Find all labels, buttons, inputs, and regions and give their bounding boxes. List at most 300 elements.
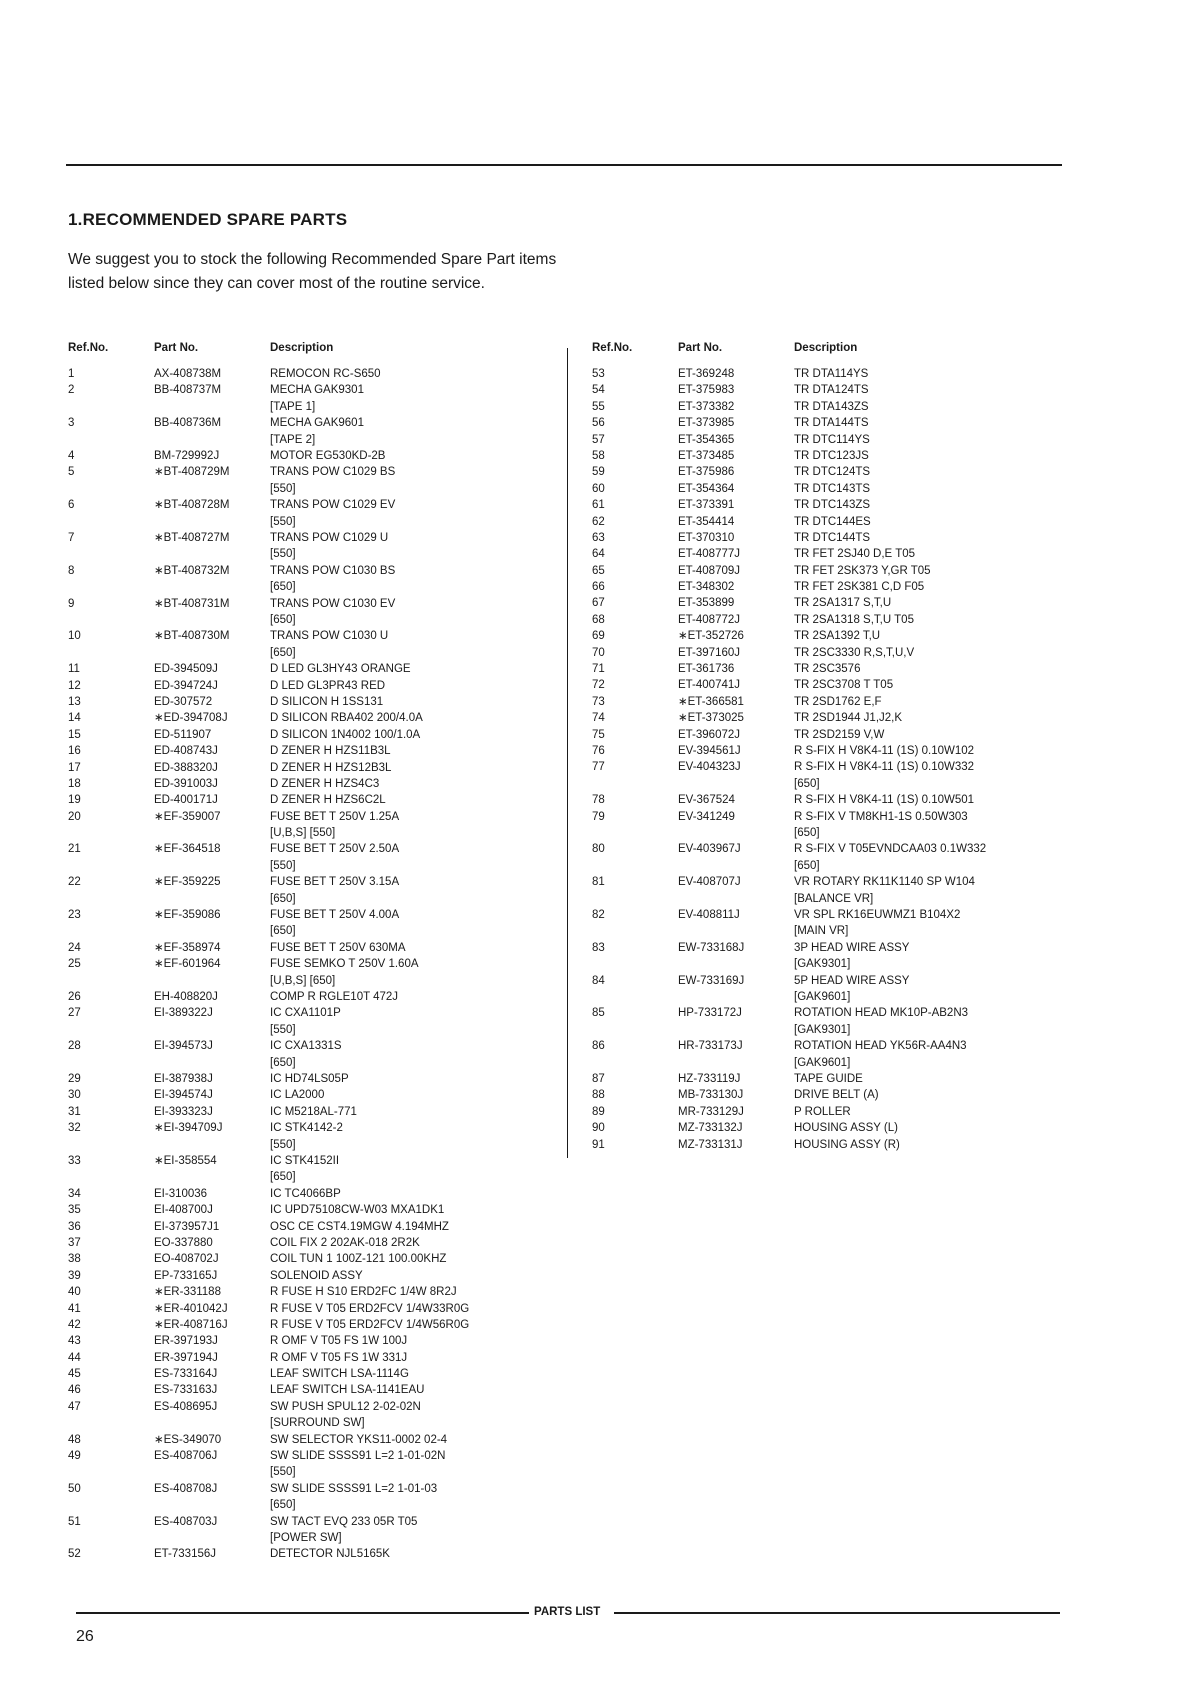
description-line: HOUSING ASSY (R): [794, 1138, 900, 1151]
table-row: [68, 743, 554, 759]
description-line: D ZENER H HZS6C2L: [270, 794, 386, 807]
table-row: [68, 710, 554, 726]
table-row: [68, 776, 554, 792]
part-no: BB-408736M: [154, 417, 222, 430]
table-row: [68, 694, 554, 710]
part-no: ET-373391: [678, 499, 735, 512]
table-row: [68, 596, 554, 629]
footer: [76, 1606, 1072, 1620]
table-row: [68, 1087, 554, 1103]
description: [794, 1005, 968, 1038]
description: [794, 628, 880, 644]
description: [794, 514, 871, 530]
part-no: EP-733165J: [154, 1269, 218, 1282]
part-no: EI-310036: [154, 1187, 208, 1200]
ref-no: 2: [68, 384, 75, 397]
ref-no: 20: [68, 810, 81, 823]
description-note: [U,B,S] [550]: [270, 827, 336, 840]
table-row: [592, 399, 1072, 415]
part-no: ∗ED-394708J: [154, 712, 228, 725]
description-line: VR ROTARY RK11K1140 SP W104: [794, 876, 975, 889]
ref-no: 62: [592, 515, 605, 528]
ref-no: 65: [592, 564, 605, 577]
part-no: ET-369248: [678, 368, 735, 380]
table-row: [68, 448, 554, 464]
description-line: TR FET 2SK373 Y,GR T05: [794, 564, 931, 577]
description-note: [650]: [794, 777, 820, 790]
ref-no: 89: [592, 1105, 605, 1118]
table-row: [592, 514, 1072, 530]
ref-no: 71: [592, 663, 605, 676]
part-no: ED-391003J: [154, 777, 218, 790]
part-no: ∗EI-394709J: [154, 1122, 223, 1135]
ref-no: 29: [68, 1073, 81, 1086]
description-note: [650]: [270, 1499, 296, 1512]
description-note: [BALANCE VR]: [794, 892, 874, 905]
part-no: ES-408708J: [154, 1482, 218, 1495]
part-no: ET-375986: [678, 466, 735, 479]
description-line: SOLENOID ASSY: [270, 1269, 363, 1282]
table-row: [592, 1071, 1072, 1087]
description: [270, 382, 364, 415]
ref-no: 63: [592, 531, 605, 544]
table-row: [68, 1038, 554, 1071]
description-line: MECHA GAK9301: [270, 384, 364, 397]
description: [270, 1284, 457, 1300]
description-line: MECHA GAK9601: [270, 417, 364, 430]
description: [270, 661, 411, 677]
description: [794, 743, 974, 759]
ref-no: 8: [68, 564, 75, 577]
table-row: [592, 841, 1072, 874]
description: [270, 940, 406, 956]
table-row: [68, 956, 554, 989]
table-row: [68, 1448, 554, 1481]
description-line: ROTATION HEAD MK10P-AB2N3: [794, 1007, 969, 1020]
top-rule: [66, 164, 1062, 166]
table-row: [68, 1071, 554, 1087]
table-row: [68, 1104, 554, 1120]
part-no: EI-393323J: [154, 1105, 213, 1118]
description-note: [MAIN VR]: [794, 925, 849, 938]
table-row: [68, 661, 554, 677]
part-no: EV-403967J: [678, 843, 741, 856]
description-line: TR DTC114YS: [794, 433, 870, 446]
description-note: [POWER SW]: [270, 1532, 342, 1545]
part-no: ET-370310: [678, 531, 735, 544]
ref-no: 34: [68, 1187, 81, 1200]
description: [270, 596, 395, 629]
table-row: [68, 1284, 554, 1300]
ref-no: 43: [68, 1335, 81, 1348]
table-row: [68, 464, 554, 497]
ref-no: 24: [68, 941, 81, 954]
description: [270, 809, 399, 842]
description-line: TR DTA114YS: [794, 368, 869, 380]
part-no: ET-353899: [678, 597, 735, 610]
ref-no: 82: [592, 908, 605, 921]
part-no: ∗ER-331188: [154, 1286, 221, 1299]
part-no: MZ-733132J: [678, 1122, 743, 1135]
description-note: [GAK9601]: [794, 990, 851, 1003]
table-row: [592, 481, 1072, 497]
description: [270, 841, 399, 874]
table-row: [68, 1333, 554, 1349]
description: [270, 1546, 390, 1562]
table-row: [68, 1399, 554, 1432]
ref-no: 22: [68, 876, 81, 889]
part-no: HZ-733119J: [678, 1072, 741, 1085]
table-row: [68, 874, 554, 907]
part-no: ET-400741J: [678, 679, 741, 692]
description-line: TR DTC144ES: [794, 515, 871, 528]
column-divider: [567, 348, 568, 1158]
part-no: ∗EF-601964: [154, 958, 221, 971]
ref-no: 55: [592, 400, 605, 413]
part-no: BB-408737M: [154, 384, 222, 397]
description-note: [GAK9601]: [794, 1056, 851, 1069]
description-line: IC TC4066BP: [270, 1187, 341, 1200]
header-desc: Description: [270, 342, 334, 354]
ref-no: 21: [68, 843, 81, 856]
ref-no: 32: [68, 1122, 81, 1135]
part-no: ∗EF-359225: [154, 876, 221, 889]
description: [270, 907, 399, 940]
ref-no: 91: [592, 1138, 605, 1151]
description-line: 3P HEAD WIRE ASSY: [794, 941, 910, 954]
description-line: TR FET 2SJ40 D,E T05: [794, 548, 916, 561]
description-line: R OMF V T05 FS 1W 331J: [270, 1351, 408, 1364]
description: [270, 776, 379, 792]
description: [270, 1186, 341, 1202]
description-line: 5P HEAD WIRE ASSY: [794, 974, 910, 987]
table-row: [68, 1350, 554, 1366]
description-line: R FUSE V T05 ERD2FCV 1/4W33R0G: [270, 1302, 470, 1315]
part-no: ET-354365: [678, 433, 735, 446]
ref-no: 13: [68, 695, 81, 708]
description: [794, 612, 914, 628]
ref-no: 27: [68, 1007, 81, 1020]
ref-no: 35: [68, 1204, 81, 1217]
description-note: [650]: [794, 826, 820, 839]
part-no: EW-733168J: [678, 941, 745, 954]
description-line: TR DTC123JS: [794, 449, 869, 462]
description-line: LEAF SWITCH LSA-1141EAU: [270, 1384, 425, 1397]
part-no: ET-397160J: [678, 646, 741, 659]
ref-no: 14: [68, 712, 81, 725]
part-no: EI-408700J: [154, 1204, 213, 1217]
header-ref: Ref.No.: [592, 342, 633, 354]
description: [794, 1137, 900, 1153]
description: [270, 874, 399, 907]
part-no: ∗ET-366581: [678, 695, 744, 708]
part-no: EI-394574J: [154, 1089, 213, 1102]
description: [794, 792, 974, 808]
description-line: TR DTA144TS: [794, 417, 869, 430]
part-no: ∗EI-358554: [154, 1155, 217, 1167]
description-line: TRANS POW C1029 EV: [270, 499, 396, 512]
table-row: [68, 415, 554, 448]
table-row: [68, 1251, 554, 1267]
part-no: ET-408777J: [678, 548, 741, 561]
part-no: ET-733156J: [154, 1548, 217, 1561]
ref-no: 42: [68, 1318, 81, 1331]
table-row: [68, 1268, 554, 1284]
ref-no: 25: [68, 958, 81, 971]
description-line: R OMF V T05 FS 1W 100J: [270, 1335, 408, 1348]
ref-no: 41: [68, 1302, 81, 1315]
description-note: [U,B,S] [650]: [270, 974, 336, 987]
ref-no: 19: [68, 794, 81, 807]
description: [270, 1399, 421, 1432]
ref-no: 76: [592, 744, 605, 757]
ref-no: 12: [68, 679, 81, 692]
description-line: D ZENER H HZS12B3L: [270, 761, 392, 774]
ref-no: 79: [592, 810, 605, 823]
ref-no: 80: [592, 843, 605, 856]
description-line: TR DTA124TS: [794, 384, 869, 397]
part-no: ES-733164J: [154, 1368, 218, 1381]
description-line: IC STK4152II: [270, 1155, 340, 1167]
description-note: [650]: [270, 892, 296, 905]
description: [270, 1219, 449, 1235]
ref-no: 61: [592, 499, 605, 512]
ref-no: 5: [68, 466, 75, 479]
description: [270, 1104, 357, 1120]
description: [270, 563, 395, 596]
ref-no: 30: [68, 1089, 81, 1102]
part-no: ∗BT-408729M: [154, 466, 230, 479]
description: [270, 1005, 341, 1038]
table-row: [68, 907, 554, 940]
description-line: TR 2SD2159 V,W: [794, 728, 885, 741]
part-no: ∗EF-359007: [154, 810, 221, 823]
description-line: SW PUSH SPUL12 2-02-02N: [270, 1400, 421, 1413]
table-row: [592, 727, 1072, 743]
header-desc: Description: [794, 342, 858, 354]
description-line: TR DTC143TS: [794, 482, 871, 495]
description-line: D ZENER H HZS4C3: [270, 777, 380, 790]
footer-rule-right: [614, 1612, 1060, 1614]
part-no: ES-408703J: [154, 1515, 218, 1528]
ref-no: 9: [68, 597, 75, 610]
description-line: TRANS POW C1029 BS: [270, 466, 396, 479]
table-row: [592, 546, 1072, 562]
description: [794, 415, 869, 431]
description: [270, 743, 391, 759]
part-no: EV-394561J: [678, 744, 741, 757]
description: [270, 1432, 447, 1448]
description: [794, 382, 869, 398]
part-no: BM-729992J: [154, 449, 220, 462]
table-row: [68, 1514, 554, 1547]
ref-no: 10: [68, 630, 81, 643]
description-line: SW SLIDE SSSS91 L=2 1-01-03: [270, 1482, 438, 1495]
ref-no: 50: [68, 1482, 81, 1495]
description-line: TRANS POW C1029 U: [270, 531, 389, 544]
table-row: [592, 1087, 1072, 1103]
ref-no: 56: [592, 417, 605, 430]
description-line: TR 2SD1762 E,F: [794, 695, 882, 708]
description: [794, 940, 909, 973]
description: [794, 1038, 967, 1071]
ref-no: 88: [592, 1089, 605, 1102]
part-no: ED-307572: [154, 695, 213, 708]
ref-no: 74: [592, 712, 605, 725]
description: [794, 710, 902, 726]
description: [270, 727, 420, 743]
part-no: EW-733169J: [678, 974, 745, 987]
part-no: ∗EF-364518: [154, 843, 221, 856]
ref-no: 53: [592, 368, 605, 380]
description-line: TR 2SC3576: [794, 663, 861, 676]
footer-label: PARTS LIST: [534, 1606, 601, 1618]
description-line: COIL FIX 2 202AK-018 2R2K: [270, 1236, 420, 1249]
part-no: ∗ET-352726: [678, 630, 744, 643]
part-no: ∗ER-408716J: [154, 1318, 228, 1331]
table-row: [68, 809, 554, 842]
ref-no: 57: [592, 433, 605, 446]
description: [794, 432, 870, 448]
table-row: [68, 792, 554, 808]
part-no: ED-388320J: [154, 761, 218, 774]
description-note: [650]: [270, 925, 296, 938]
description: [794, 399, 869, 415]
description: [794, 841, 986, 874]
ref-no: 6: [68, 499, 75, 512]
description-line: TR FET 2SK381 C,D F05: [794, 581, 925, 594]
part-no: ED-408743J: [154, 745, 218, 758]
description: [270, 1087, 324, 1103]
part-no: MZ-733131J: [678, 1138, 743, 1151]
description-line: VR SPL RK16EUWMZ1 B104X2: [794, 908, 961, 921]
description: [270, 710, 423, 726]
part-no: EI-387938J: [154, 1073, 213, 1086]
description-line: TAPE GUIDE: [794, 1072, 863, 1085]
part-no: ∗ET-373025: [678, 712, 744, 725]
description-line: IC UPD75108CW-W03 MXA1DK1: [270, 1204, 445, 1217]
description-line: R S-FIX V T05EVNDCAA03 0.1W332: [794, 843, 987, 856]
part-no: ET-373382: [678, 400, 735, 413]
description-line: FUSE BET T 250V 3.15A: [270, 876, 400, 889]
description: [270, 1317, 469, 1333]
description-line: IC CXA1101P: [270, 1007, 341, 1020]
part-no: ED-511907: [154, 728, 212, 741]
table-row: [68, 382, 554, 415]
part-no: EV-408811J: [678, 908, 740, 921]
description: [794, 809, 968, 842]
description-line: IC CXA1331S: [270, 1040, 342, 1053]
header-part: Part No.: [154, 342, 199, 354]
description: [270, 1235, 420, 1251]
table-row: [68, 628, 554, 661]
ref-no: 3: [68, 417, 75, 430]
description: [794, 1120, 898, 1136]
description-line: TRANS POW C1030 EV: [270, 597, 396, 610]
table-row: [592, 366, 1072, 382]
table-row: [592, 743, 1072, 759]
table-row: [592, 448, 1072, 464]
description-line: TR 2SA1317 S,T,U: [794, 597, 892, 610]
part-no: ∗BT-408728M: [154, 499, 230, 512]
ref-no: 45: [68, 1368, 81, 1381]
description-note: [550]: [270, 515, 296, 528]
description-line: ROTATION HEAD YK56R-AA4N3: [794, 1040, 967, 1053]
table-row: [68, 1235, 554, 1251]
ref-no: 46: [68, 1384, 81, 1397]
description: [270, 1350, 407, 1366]
ref-no: 33: [68, 1155, 81, 1167]
part-no: ED-400171J: [154, 794, 218, 807]
table-row: [68, 1382, 554, 1398]
table-row: [68, 940, 554, 956]
ref-no: 68: [592, 613, 605, 626]
part-no: AX-408738M: [154, 368, 222, 380]
description-line: R S-FIX H V8K4-11 (1S) 0.10W501: [794, 794, 975, 807]
ref-no: 37: [68, 1236, 81, 1249]
description-line: R S-FIX V TM8KH1-1S 0.50W303: [794, 810, 968, 823]
description: [270, 760, 391, 776]
description: [270, 1251, 446, 1267]
table-row: [68, 1120, 554, 1153]
table-row: [68, 1546, 554, 1562]
table-row: [592, 1120, 1072, 1136]
part-no: EV-341249: [678, 810, 735, 823]
table-row: [68, 563, 554, 596]
ref-no: 40: [68, 1286, 81, 1299]
ref-no: 66: [592, 581, 605, 594]
description-line: D SILICON H 1SS131: [270, 695, 384, 708]
ref-no: 26: [68, 991, 81, 1004]
description-line: IC M5218AL-771: [270, 1105, 357, 1118]
description-line: R S-FIX H V8K4-11 (1S) 0.10W332: [794, 761, 975, 774]
part-no: ET-408709J: [678, 564, 741, 577]
ref-no: 1: [68, 368, 75, 380]
table-row: [68, 989, 554, 1005]
table-row: [592, 612, 1072, 628]
ref-no: 75: [592, 728, 605, 741]
table-row: [592, 792, 1072, 808]
description-line: TR 2SD1944 J1,J2,K: [794, 712, 903, 725]
table-row: [592, 579, 1072, 595]
description-line: TR DTC143ZS: [794, 499, 871, 512]
description-line: R FUSE H S10 ERD2FC 1/4W 8R2J: [270, 1286, 457, 1299]
description: [270, 1120, 343, 1153]
table-row: [592, 874, 1072, 907]
description: [794, 448, 869, 464]
description-line: FUSE BET T 250V 1.25A: [270, 810, 400, 823]
ref-no: 39: [68, 1269, 81, 1282]
description-line: TR DTA143ZS: [794, 400, 869, 413]
description-line: SW SELECTOR YKS11-0002 02-4: [270, 1433, 448, 1446]
description: [794, 579, 924, 595]
description-line: TRANS POW C1030 BS: [270, 564, 396, 577]
part-no: ∗ER-401042J: [154, 1302, 228, 1315]
table-row: [592, 677, 1072, 693]
table-row: [592, 497, 1072, 513]
table-row: [68, 1186, 554, 1202]
table-row: [592, 530, 1072, 546]
description: [270, 1071, 349, 1087]
description-line: FUSE BET T 250V 4.00A: [270, 909, 400, 922]
table-row: [68, 678, 554, 694]
description: [270, 1333, 407, 1349]
description-note: [650]: [270, 646, 296, 659]
table-row: [592, 1005, 1072, 1038]
description: [794, 530, 870, 546]
part-no: ED-394509J: [154, 663, 218, 676]
description: [794, 464, 870, 480]
